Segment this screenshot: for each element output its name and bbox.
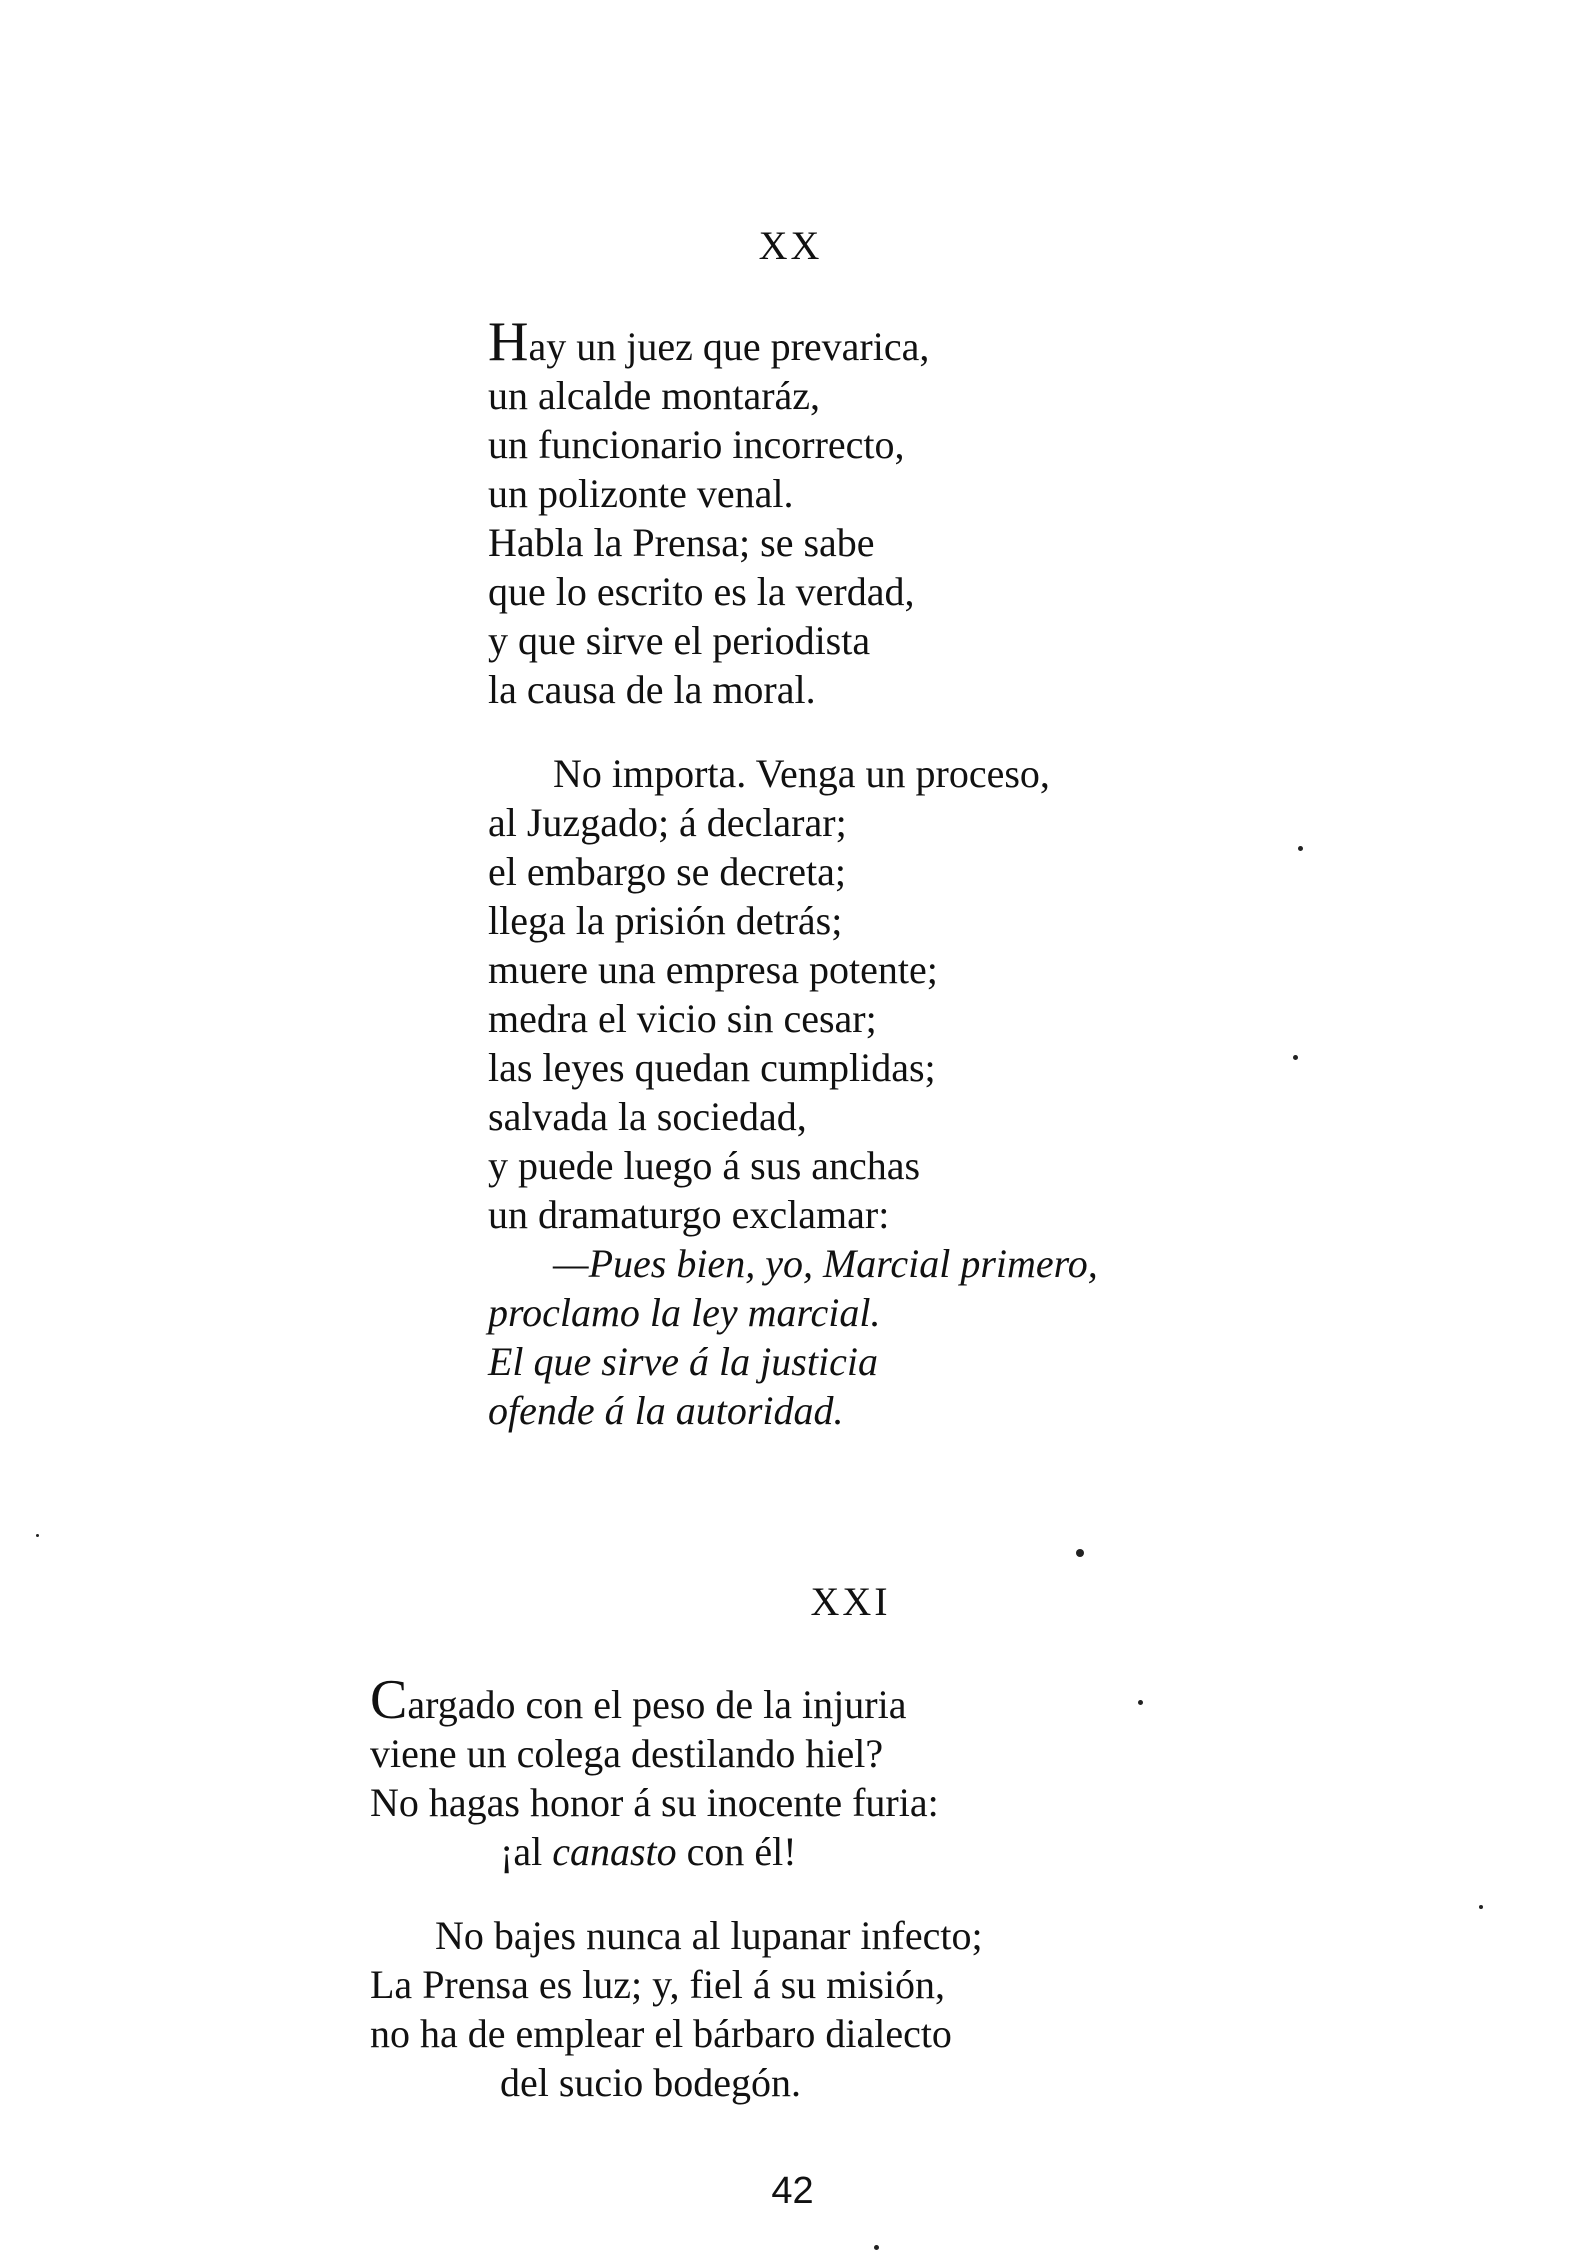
stanza-xx-2 xyxy=(488,749,1098,1435)
verse-line: Hay un juez que prevarica, xyxy=(488,311,930,373)
verse-line: un funcionario incorrecto, xyxy=(488,422,905,467)
section-heading-xxi: XXI xyxy=(810,1579,891,1624)
print-speck xyxy=(1293,1055,1298,1060)
section-heading-xx: XX xyxy=(758,223,823,268)
verse-line: La Prensa es luz; y, fiel á su misión, xyxy=(370,1962,946,2007)
verse-line: salvada la sociedad, xyxy=(488,1094,807,1139)
print-speck xyxy=(1479,1905,1483,1909)
verse-line: no ha de emplear el bárbaro dialecto xyxy=(370,2011,952,2056)
drop-cap: C xyxy=(370,1669,408,1731)
verse-line: y que sirve el periodista xyxy=(488,618,871,663)
stanza-gap xyxy=(488,714,1098,749)
verse-line: del sucio bodegón. xyxy=(500,2060,802,2105)
page-number: 42 xyxy=(771,2170,814,2212)
quoted-verse-line: ofende á la autoridad. xyxy=(488,1388,844,1433)
italic-word: canasto xyxy=(552,1829,677,1874)
verse-line: el embargo se decreta; xyxy=(488,849,846,894)
verse-line: un polizonte venal. xyxy=(488,471,794,516)
verse-line: las leyes quedan cumplidas; xyxy=(488,1045,936,1090)
print-speck xyxy=(1298,846,1303,851)
verse-line: un alcalde montaráz, xyxy=(488,373,821,418)
verse-line: Habla la Prensa; se sabe xyxy=(488,520,875,565)
print-speck xyxy=(1138,1700,1143,1705)
poem-xxi xyxy=(370,1669,983,2107)
verse-line: un dramaturgo exclamar: xyxy=(488,1192,890,1237)
verse-line: No hagas honor á su inocente furia: xyxy=(370,1780,939,1825)
quoted-verse-line: proclamo la ley marcial. xyxy=(488,1290,881,1335)
drop-cap: H xyxy=(488,311,529,373)
verse-line: que lo escrito es la verdad, xyxy=(488,569,915,614)
verse-line: viene un colega destilando hiel? xyxy=(370,1731,884,1776)
stanza-xxi-1 xyxy=(370,1669,983,1876)
verse-line: llega la prisión detrás; xyxy=(488,898,843,943)
verse-line: muere una empresa potente; xyxy=(488,947,938,992)
print-speck xyxy=(1076,1549,1084,1557)
verse-line: al Juzgado; á declarar; xyxy=(488,800,847,845)
stanza-xxi-2 xyxy=(370,1911,983,2107)
verse-line: No bajes nunca al lupanar infecto; xyxy=(435,1913,983,1958)
verse-line: y puede luego á sus anchas xyxy=(488,1143,921,1188)
quoted-verse-line: —Pues bien, yo, Marcial primero, xyxy=(553,1241,1098,1286)
poem-xx xyxy=(488,311,1098,1435)
verse-line: No importa. Venga un proceso, xyxy=(553,751,1050,796)
verse-line: la causa de la moral. xyxy=(488,667,816,712)
quoted-verse-line: El que sirve á la justicia xyxy=(488,1339,878,1384)
stanza-xx-1 xyxy=(488,311,1098,714)
stanza-gap xyxy=(370,1876,983,1911)
verse-line: Cargado con el peso de la injuria xyxy=(370,1669,907,1731)
verse-line: medra el vicio sin cesar; xyxy=(488,996,877,1041)
verse-line: ¡al canasto con él! xyxy=(500,1829,797,1874)
print-speck xyxy=(36,1534,39,1537)
print-speck xyxy=(874,2245,879,2250)
